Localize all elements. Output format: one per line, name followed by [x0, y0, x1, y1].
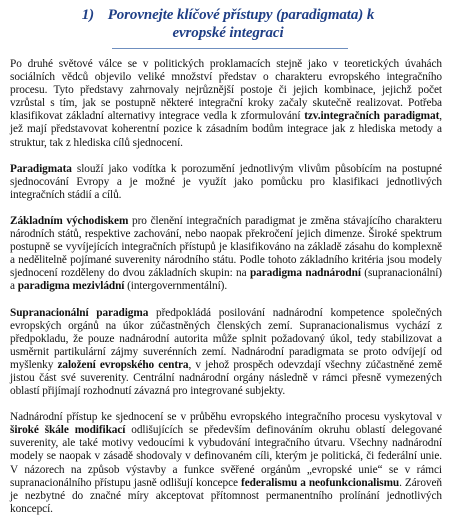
nadnarodni-bold-term: paradigma nadnárodní — [249, 267, 361, 280]
pristup-text-2: odlišujících se především definováním okruhu oblastí delegované suverenity, ale také motivy vedoucími k vybudování integračního útvaru. Všechny nadnárodní modely se naopak v zásadě shodovaly v definovaném cíli, kterým je politická, či federální unie. V názorech na způsob výstavby a funkce svěřené orgánům „evropské unie“ se v rámci supranacionálního přístupu jasně odlišují koncepce — [10, 424, 442, 489]
paragraph-intro — [10, 58, 442, 150]
heading-underline — [112, 48, 348, 49]
paragraph-paradigmata — [10, 163, 442, 202]
vychodisko-text-3: (intergovernmentální). — [124, 280, 228, 293]
intro-text-1: Po druhé světové válce se v politických proklamacích stejně jako v teoretických úvahách sociálních vědců objevilo veliké množství představ o charakteru evropského integračního procesu. Tyto představy zahrnovaly nejrůznější postoje či jejich kombinace, jejichž počet vzrůstal s tím, jak se postupně některé integrační kroky začaly skutečně realizovat. Potřeba klasifikovat základní alternativy integrace vedla k zformulování — [10, 58, 442, 123]
paradigmata-text: slouží jako vodítka k porozumění jednotlivým vlivům působícím na postupné sjednocování Evropy a je možné je využít jako pomůcku pro klasifikaci jednotlivých integračních stádií a cílů. — [10, 162, 442, 201]
paragraph-supranacionalni — [10, 307, 442, 399]
heading-line-2: evropské integraci — [172, 25, 284, 41]
supranacionalni-text-1: předpokládá posilování nadnárodní kompetence společných evropských orgánů na úkor zúčastněných členských zemí. Supranacionalismus vychází z předpokladu, že pouze nadnárodní autorita může splnit požadovaný úkol, tedy stabilizovat a usměrnit partikulární zájmy suverénních zemí. Nadnárodní paradigmata se proto odvíjejí od myšlenky — [10, 306, 442, 371]
heading-text-1: Porovnejte klíčové přístupy (paradigmata) k — [107, 7, 375, 23]
vychodisko-text-1: pro členění integračních paradigmat je změna stávajícího charakteru národních států, respektive zachování, nebo naopak překročení jejich dimenze. Široké spektrum postupně se vyvíjejících integračních přístupů je klasifikováno na základě zásahu do komplexně a nedělitelně pojímané suverenity národního státu. Podle tohoto základního kritéria jsou modely sjednocení rozděleny do dvou základních skupin: na — [10, 214, 442, 280]
evropske-centrum-bold-term: založení evropského centra — [57, 358, 189, 371]
question-number: 1) — [81, 7, 95, 23]
paradigmata-bold-term: Paradigmata — [10, 162, 72, 175]
paragraph-nadnarodni-pristup — [10, 411, 442, 516]
paragraph-zakladni-vychodisko — [10, 215, 442, 294]
federalismus-bold-term: federalismu a neofunkcionalismu — [241, 476, 400, 489]
intro-bold-term: tzv.integračních paradigmat — [304, 110, 440, 123]
supranacionalni-text-2: , v jehož prospěch odevzdají všechny zúčastněné země jistou část své suverenity. Centrální nadnárodní orgány následně v rámci přesně vymezených oblastí přijímají rozhodnutí závazná pro integrované subjekty. — [10, 358, 443, 398]
intro-text-2: , jež mají představovat koherentní pozice k zásadním bodům integrace jak z hlediska metody a struktur, tak z hlediska cílů sjednocení. — [10, 110, 443, 149]
vychodisko-text-2: (supranacionální) a — [10, 267, 442, 293]
document-body — [10, 58, 442, 516]
pristup-text-3: . Zároveň je nezbytné do značné míry akceptovat přítomnost permanentního prolínání jednotlivých koncepcí. — [10, 476, 442, 515]
vychodisko-bold-term: Základním východiskem — [10, 214, 129, 227]
heading-line-1 — [16, 6, 440, 24]
question-heading — [16, 6, 440, 42]
modifikace-bold-term: široké škále modifikací — [10, 424, 126, 437]
mezivladni-bold-term: paradigma mezivládní — [17, 280, 125, 293]
pristup-text-1: Nadnárodní přístup ke sjednocení se v průběhu evropského integračního procesu vyskytoval v — [10, 411, 442, 424]
supranacionalni-bold-term: Supranacionální paradigma — [10, 306, 149, 319]
